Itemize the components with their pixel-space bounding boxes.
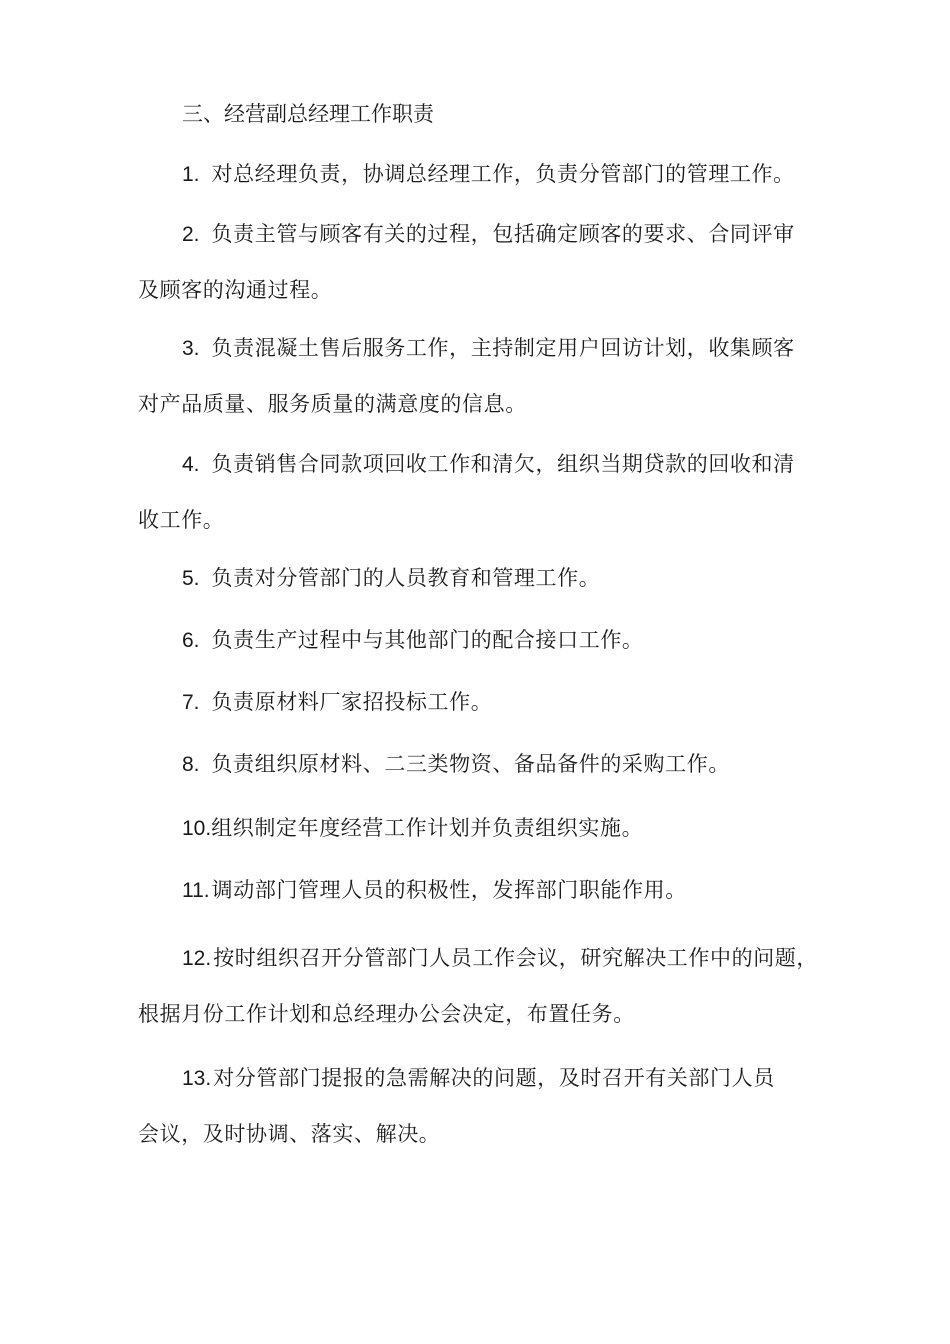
section-heading: 三、经营副总经理工作职责 xyxy=(182,102,434,126)
item-number: 3. xyxy=(182,337,200,360)
list-item xyxy=(138,320,838,432)
item-text: 负责对分管部门的人员教育和管理工作。 xyxy=(211,566,601,590)
item-text: 对分管部门提报的急需解决的问题，及时召开有关部门人员 xyxy=(213,1066,775,1090)
item-number: 2. xyxy=(182,223,200,246)
item-text: 负责生产过程中与其他部门的配合接口工作。 xyxy=(211,628,644,652)
list-item xyxy=(138,146,838,202)
item-number: 8. xyxy=(182,753,200,776)
item-text: 负责混凝土售后服务工作，主持制定用户回访计划，收集顾客 xyxy=(211,336,795,360)
item-text: 组织制定年度经营工作计划并负责组织实施。 xyxy=(211,816,644,840)
item-text: 调动部门管理人员的积极性，发挥部门职能作用。 xyxy=(211,878,687,902)
list-item xyxy=(138,436,838,548)
list-item xyxy=(138,800,838,856)
item-text-continued: 根据月份工作计划和总经理办公会决定，布置任务。 xyxy=(138,1002,635,1026)
item-text-continued: 对产品质量、服务质量的满意度的信息。 xyxy=(138,392,527,416)
item-number: 7. xyxy=(182,691,200,714)
item-text: 负责销售合同款项回收工作和清欠，组织当期贷款的回收和清 xyxy=(211,452,795,476)
item-number: 11. xyxy=(182,879,210,902)
item-number: 5. xyxy=(182,567,200,590)
item-number: 4. xyxy=(182,453,200,476)
item-text: 对总经理负责，协调总经理工作，负责分管部门的管理工作。 xyxy=(211,162,795,186)
item-text: 负责组织原材料、二三类物资、备品备件的采购工作。 xyxy=(211,752,730,776)
list-item xyxy=(138,1050,838,1162)
list-item xyxy=(138,674,838,730)
item-text-continued: 及顾客的沟通过程。 xyxy=(138,278,333,302)
list-item xyxy=(138,930,838,1042)
item-number: 12. xyxy=(182,947,212,970)
list-item xyxy=(138,612,838,668)
item-number: 1. xyxy=(182,163,200,186)
list-item xyxy=(138,862,838,918)
item-number: 10. xyxy=(182,817,212,840)
item-number: 13. xyxy=(182,1067,212,1090)
item-text: 负责原材料厂家招投标工作。 xyxy=(211,690,493,714)
item-number: 6. xyxy=(182,629,200,652)
item-text: 负责主管与顾客有关的过程，包括确定顾客的要求、合同评审 xyxy=(211,222,795,246)
item-text-continued: 收工作。 xyxy=(138,508,225,532)
list-item xyxy=(138,736,838,792)
item-text: 按时组织召开分管部门人员工作会议，研究解决工作中的问题， xyxy=(213,946,819,970)
item-text-continued: 会议，及时协调、落实、解决。 xyxy=(138,1122,441,1146)
list-item xyxy=(138,550,838,606)
list-item xyxy=(138,206,838,318)
